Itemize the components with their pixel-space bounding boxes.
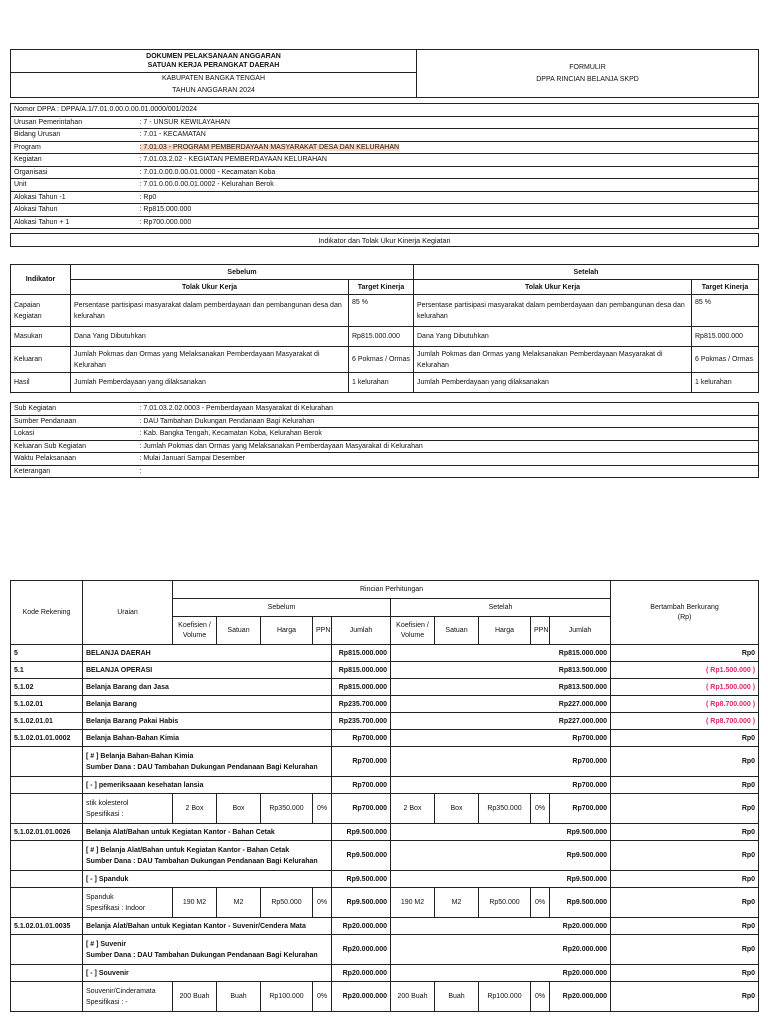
- info-label: Program: [11, 141, 137, 154]
- indicator-target-sebelum: 1 kelurahan: [349, 373, 414, 393]
- sub-info-value: : Jumlah Pokmas dan Ormas yang Melaksanakan Pemberdayaan Masyarakat di Kelurahan: [137, 440, 759, 453]
- table-row: [11, 679, 759, 696]
- uraian-cell: [83, 747, 332, 777]
- table-row: [11, 935, 759, 965]
- indicator-section-title: Indikator dan Tolak Ukur Kinerja Kegiatan: [11, 234, 759, 247]
- col-ppn-setelah: PPN: [531, 617, 550, 645]
- sub-info-value: : 7.01.03.2.02.0003 - Pemberdayaan Masyarakat di Kelurahan: [137, 403, 759, 416]
- jumlah-setelah-cell: Rp700.000: [550, 794, 611, 824]
- col-tolak-sebelum: Tolak Ukur Kerja: [71, 280, 349, 295]
- nomor-dppa: Nomor DPPA : DPPA/A.1/7.01.0.00.0.00.01.0000/001/2024: [11, 104, 759, 117]
- jumlah-setelah-cell: Rp9.500.000: [391, 871, 611, 888]
- indicator-name: Masukan: [11, 327, 71, 347]
- col-bertambah-berkurang: [611, 581, 759, 645]
- program-highlight: : 7.01.03 - PROGRAM PEMBERDAYAAN MASYARAKAT DESA DAN KELURAHAN: [139, 143, 400, 151]
- ppn-cell: 0%: [531, 794, 550, 824]
- indicator-target-sebelum: 85 %: [349, 295, 414, 327]
- info-value: : 7.01.0.00.0.00.01.0002 - Kelurahan Berok: [137, 179, 759, 192]
- uraian-cell: Belanja Barang: [83, 696, 332, 713]
- uraian-cell: [83, 841, 332, 871]
- kode-cell: [11, 888, 83, 918]
- bertambah-cell: Rp0: [611, 965, 759, 982]
- table-row: [11, 645, 759, 662]
- indicator-target-sebelum: 6 Pokmas / Ormas: [349, 347, 414, 373]
- sub-info-value: : Kab. Bangka Tengah, Kecamatan Koba, Kelurahan Berok: [137, 428, 759, 441]
- info-label: Alokasi Tahun -1: [11, 191, 137, 204]
- region-label: KABUPATEN BANGKA TENGAH: [161, 75, 266, 82]
- bertambah-cell: Rp0: [611, 888, 759, 918]
- bertambah-cell: ( Rp8.700.000 ): [611, 696, 759, 713]
- uraian-cell: Belanja Barang Pakai Habis: [83, 713, 332, 730]
- info-value: : Rp815.000.000: [137, 204, 759, 217]
- jumlah-sebelum-cell: Rp9.500.000: [332, 824, 391, 841]
- bertambah-cell: ( Rp1.500.000 ): [611, 679, 759, 696]
- document-title: [11, 50, 417, 73]
- koef-cell: 190 M2: [391, 888, 435, 918]
- bertambah-cell: Rp0: [611, 794, 759, 824]
- jumlah-sebelum-cell: Rp700.000: [332, 747, 391, 777]
- col-kode-rekening: Kode Rekening: [11, 581, 83, 645]
- table-row: [11, 888, 759, 918]
- ppn-cell: 0%: [313, 982, 332, 1012]
- koef-cell: 2 Box: [173, 794, 217, 824]
- jumlah-setelah-cell: Rp20.000.000: [391, 965, 611, 982]
- col-sebelum: Sebelum: [71, 265, 414, 280]
- kode-cell: [11, 747, 83, 777]
- jumlah-sebelum-cell: Rp20.000.000: [332, 918, 391, 935]
- satuan-cell: Buah: [217, 982, 261, 1012]
- koef-cell: 200 Buah: [391, 982, 435, 1012]
- bertambah-cell: Rp0: [611, 747, 759, 777]
- col-setelah: Setelah: [391, 599, 611, 617]
- col-jumlah-setelah: Jumlah: [550, 617, 611, 645]
- group-title: [ # ] Belanja Bahan-Bahan Kimia: [86, 752, 194, 760]
- table-row: [11, 824, 759, 841]
- info-label: Urusan Pemerintahan: [11, 116, 137, 129]
- indicator-table: [10, 264, 759, 393]
- item-spec: Spesifikasi : -: [86, 998, 128, 1006]
- form-name: DPPA RINCIAN BELANJA SKPD: [536, 75, 639, 83]
- bertambah-cell: Rp0: [611, 824, 759, 841]
- kode-cell: [11, 935, 83, 965]
- ppn-cell: 0%: [313, 794, 332, 824]
- col-jumlah-sebelum: Jumlah: [332, 617, 391, 645]
- jumlah-sebelum-cell: Rp9.500.000: [332, 841, 391, 871]
- info-value: : 7.01 - KECAMATAN: [137, 129, 759, 142]
- indicator-name: Hasil: [11, 373, 71, 393]
- table-row: [11, 794, 759, 824]
- kode-cell: 5.1.02.01: [11, 696, 83, 713]
- group-title: [ # ] Belanja Alat/Bahan untuk Kegiatan Kantor - Bahan Cetak: [86, 846, 290, 854]
- uraian-cell: [ - ] Souvenir: [83, 965, 332, 982]
- sub-info-label: Sumber Pendanaan: [11, 415, 137, 428]
- col-ppn-sebelum: PPN: [313, 617, 332, 645]
- harga-cell: Rp100.000: [261, 982, 313, 1012]
- col-koef-setelah: Koefisien / Volume: [391, 617, 435, 645]
- uraian-cell: BELANJA DAERAH: [83, 645, 332, 662]
- bertambah-cell: Rp0: [611, 730, 759, 747]
- koef-cell: 200 Buah: [173, 982, 217, 1012]
- indicator-tolak-setelah: Jumlah Pokmas dan Ormas yang Melaksanakan Pemberdayaan Masyarakat di Kelurahan: [414, 347, 692, 373]
- col-satuan-setelah: Satuan: [435, 617, 479, 645]
- kode-cell: 5.1.02.01.01.0026: [11, 824, 83, 841]
- uraian-cell: Belanja Alat/Bahan untuk Kegiatan Kantor - Suvenir/Cendera Mata: [83, 918, 332, 935]
- uraian-cell: [ - ] pemeriksaaan kesehatan lansia: [83, 777, 332, 794]
- group-source: Sumber Dana : DAU Tambahan Dukungan Pendanaan Bagi Kelurahan: [86, 763, 318, 771]
- sub-info-label: Keterangan: [11, 465, 137, 478]
- col-uraian: Uraian: [83, 581, 173, 645]
- harga-cell: Rp350.000: [261, 794, 313, 824]
- jumlah-sebelum-cell: Rp815.000.000: [332, 645, 391, 662]
- document-subtitle: [11, 73, 417, 98]
- indicator-target-sebelum: Rp815.000.000: [349, 327, 414, 347]
- kode-cell: 5.1.02.01.01.0002: [11, 730, 83, 747]
- indicator-tolak-setelah: Persentase partisipasi masyarakat dalam pemberdayaan dan pembangunan desa dan kelurahan: [414, 295, 692, 327]
- sub-info-label: Keluaran Sub Kegiatan: [11, 440, 137, 453]
- item-spec: Spesifikasi : Indoor: [86, 904, 146, 912]
- satuan-cell: M2: [435, 888, 479, 918]
- item-cell: [83, 982, 173, 1012]
- col-harga-setelah: Harga: [479, 617, 531, 645]
- jumlah-sebelum-cell: Rp235.700.000: [332, 696, 391, 713]
- col-sebelum: Sebelum: [173, 599, 391, 617]
- jumlah-setelah-cell: Rp9.500.000: [391, 824, 611, 841]
- jumlah-setelah-cell: Rp227.000.000: [391, 696, 611, 713]
- rp-label: (Rp): [677, 613, 692, 621]
- uraian-cell: [ - ] Spanduk: [83, 871, 332, 888]
- bertambah-cell: Rp0: [611, 982, 759, 1012]
- koef-cell: 2 Box: [391, 794, 435, 824]
- indicator-tolak-sebelum: Dana Yang Dibutuhkan: [71, 327, 349, 347]
- indicator-tolak-setelah: Jumlah Pemberdayaan yang dilaksanakan: [414, 373, 692, 393]
- kode-cell: [11, 794, 83, 824]
- uraian-cell: Belanja Alat/Bahan untuk Kegiatan Kantor - Bahan Cetak: [83, 824, 332, 841]
- info-value: : 7 - UNSUR KEWILAYAHAN: [137, 116, 759, 129]
- dppa-header-table: [10, 49, 759, 247]
- indicator-name: Capaian Kegiatan: [11, 295, 71, 327]
- fiscal-year-label: TAHUN ANGGARAN 2024: [172, 87, 255, 94]
- info-label: Alokasi Tahun: [11, 204, 137, 217]
- group-title: [ # ] Suvenir: [86, 940, 127, 948]
- info-label: Bidang Urusan: [11, 129, 137, 142]
- jumlah-sebelum-cell: Rp815.000.000: [332, 679, 391, 696]
- sub-info-label: Waktu Pelaksanaan: [11, 453, 137, 466]
- sub-kegiatan-table: [10, 402, 759, 478]
- jumlah-setelah-cell: Rp815.000.000: [391, 645, 611, 662]
- jumlah-sebelum-cell: Rp9.500.000: [332, 888, 391, 918]
- jumlah-setelah-cell: Rp20.000.000: [550, 982, 611, 1012]
- bertambah-cell: Rp0: [611, 935, 759, 965]
- bertambah-cell: Rp0: [611, 645, 759, 662]
- jumlah-sebelum-cell: Rp20.000.000: [332, 982, 391, 1012]
- kode-cell: 5: [11, 645, 83, 662]
- kode-cell: 5.1.02.01.01: [11, 713, 83, 730]
- document-title-line1: DOKUMEN PELAKSANAAN ANGGARAN: [146, 53, 281, 60]
- item-name: stik kolesterol: [86, 799, 129, 807]
- info-value-program: [137, 141, 759, 154]
- jumlah-setelah-cell: Rp9.500.000: [391, 841, 611, 871]
- jumlah-sebelum-cell: Rp235.700.000: [332, 713, 391, 730]
- indicator-tolak-setelah: Dana Yang Dibutuhkan: [414, 327, 692, 347]
- sub-info-label: Sub Kegiatan: [11, 403, 137, 416]
- kode-cell: [11, 841, 83, 871]
- jumlah-sebelum-cell: Rp20.000.000: [332, 935, 391, 965]
- uraian-cell: [83, 935, 332, 965]
- group-source: Sumber Dana : DAU Tambahan Dukungan Pendanaan Bagi Kelurahan: [86, 857, 318, 865]
- indicator-tolak-sebelum: Jumlah Pemberdayaan yang dilaksanakan: [71, 373, 349, 393]
- kode-cell: [11, 982, 83, 1012]
- info-value: : 7.01.03.2.02 - KEGIATAN PEMBERDAYAAN KELURAHAN: [137, 154, 759, 167]
- kode-cell: [11, 871, 83, 888]
- item-spec: Spesifikasi :: [86, 810, 124, 818]
- satuan-cell: Box: [217, 794, 261, 824]
- form-label: FORMULIR: [569, 63, 606, 71]
- harga-cell: Rp100.000: [479, 982, 531, 1012]
- table-row: [11, 871, 759, 888]
- info-value: : 7.01.0.00.0.00.01.0000 - Kecamatan Koba: [137, 166, 759, 179]
- table-row: [11, 747, 759, 777]
- indicator-target-setelah: 1 kelurahan: [692, 373, 759, 393]
- col-satuan-sebelum: Satuan: [217, 617, 261, 645]
- jumlah-sebelum-cell: Rp700.000: [332, 777, 391, 794]
- bertambah-cell: Rp0: [611, 777, 759, 794]
- jumlah-sebelum-cell: Rp20.000.000: [332, 965, 391, 982]
- table-row: [11, 841, 759, 871]
- harga-cell: Rp350.000: [479, 794, 531, 824]
- table-row: [11, 982, 759, 1012]
- bertambah-cell: ( Rp8.700.000 ): [611, 713, 759, 730]
- col-tolak-setelah: Tolak Ukur Kerja: [414, 280, 692, 295]
- sub-info-label: Lokasi: [11, 428, 137, 441]
- jumlah-setelah-cell: Rp813.500.000: [391, 662, 611, 679]
- col-koef-sebelum: Koefisien / Volume: [173, 617, 217, 645]
- info-label: Unit: [11, 179, 137, 192]
- table-row: [11, 730, 759, 747]
- table-row: [11, 713, 759, 730]
- info-value: : Rp0: [137, 191, 759, 204]
- info-label: Organisasi: [11, 166, 137, 179]
- kode-cell: [11, 965, 83, 982]
- uraian-cell: BELANJA OPERASI: [83, 662, 332, 679]
- bertambah-cell: Rp0: [611, 918, 759, 935]
- harga-cell: Rp50.000: [261, 888, 313, 918]
- jumlah-setelah-cell: Rp227.000.000: [391, 713, 611, 730]
- jumlah-sebelum-cell: Rp815.000.000: [332, 662, 391, 679]
- group-source: Sumber Dana : DAU Tambahan Dukungan Pendanaan Bagi Kelurahan: [86, 951, 318, 959]
- indicator-name: Keluaran: [11, 347, 71, 373]
- table-row: [11, 918, 759, 935]
- sub-info-value: : DAU Tambahan Dukungan Pendanaan Bagi Kelurahan: [137, 415, 759, 428]
- sub-info-value: : Mulai Januari Sampai Desember: [137, 453, 759, 466]
- jumlah-sebelum-cell: Rp700.000: [332, 794, 391, 824]
- table-row: [11, 696, 759, 713]
- jumlah-setelah-cell: Rp20.000.000: [391, 918, 611, 935]
- info-label: Alokasi Tahun + 1: [11, 216, 137, 229]
- jumlah-setelah-cell: Rp20.000.000: [391, 935, 611, 965]
- satuan-cell: Box: [435, 794, 479, 824]
- bertambah-label: Bertambah Berkurang: [650, 603, 719, 611]
- jumlah-setelah-cell: Rp700.000: [391, 777, 611, 794]
- jumlah-setelah-cell: Rp700.000: [391, 730, 611, 747]
- jumlah-setelah-cell: Rp813.500.000: [391, 679, 611, 696]
- indicator-target-setelah: Rp815.000.000: [692, 327, 759, 347]
- harga-cell: Rp50.000: [479, 888, 531, 918]
- form-title: [417, 50, 759, 98]
- indicator-target-setelah: 6 Pokmas / Ormas: [692, 347, 759, 373]
- ppn-cell: 0%: [531, 982, 550, 1012]
- table-row: [11, 965, 759, 982]
- satuan-cell: M2: [217, 888, 261, 918]
- item-cell: [83, 888, 173, 918]
- document-title-line2: SATUAN KERJA PERANGKAT DAERAH: [147, 62, 280, 69]
- col-target-sebelum: Target Kinerja: [349, 280, 414, 295]
- satuan-cell: Buah: [435, 982, 479, 1012]
- rincian-belanja-table: [10, 580, 759, 1012]
- kode-cell: [11, 777, 83, 794]
- kode-cell: 5.1: [11, 662, 83, 679]
- jumlah-sebelum-cell: Rp9.500.000: [332, 871, 391, 888]
- indicator-tolak-sebelum: Persentase partisipasi masyarakat dalam pemberdayaan dan pembangunan desa dan kelurahan: [71, 295, 349, 327]
- item-cell: [83, 794, 173, 824]
- ppn-cell: 0%: [313, 888, 332, 918]
- table-row: [11, 777, 759, 794]
- bertambah-cell: ( Rp1.500.000 ): [611, 662, 759, 679]
- indicator-target-setelah: 85 %: [692, 295, 759, 327]
- item-name: Spanduk: [86, 893, 114, 901]
- jumlah-setelah-cell: Rp9.500.000: [550, 888, 611, 918]
- uraian-cell: Belanja Barang dan Jasa: [83, 679, 332, 696]
- indicator-tolak-sebelum: Jumlah Pokmas dan Ormas yang Melaksanakan Pemberdayaan Masyarakat di Kelurahan: [71, 347, 349, 373]
- kode-cell: 5.1.02.01.01.0035: [11, 918, 83, 935]
- koef-cell: 190 M2: [173, 888, 217, 918]
- ppn-cell: 0%: [531, 888, 550, 918]
- info-value: : Rp700.000.000: [137, 216, 759, 229]
- uraian-cell: Belanja Bahan-Bahan Kimia: [83, 730, 332, 747]
- col-target-setelah: Target Kinerja: [692, 280, 759, 295]
- table-row: [11, 662, 759, 679]
- col-indikator: Indikator: [11, 265, 71, 295]
- sub-info-value: :: [137, 465, 759, 478]
- bertambah-cell: Rp0: [611, 841, 759, 871]
- jumlah-sebelum-cell: Rp700.000: [332, 730, 391, 747]
- info-label: Kegiatan: [11, 154, 137, 167]
- item-name: Souvenir/Cinderamata: [86, 987, 156, 995]
- col-setelah: Setelah: [414, 265, 759, 280]
- kode-cell: 5.1.02: [11, 679, 83, 696]
- jumlah-setelah-cell: Rp700.000: [391, 747, 611, 777]
- col-rincian-perhitungan: Rincian Perhitungan: [173, 581, 611, 599]
- bertambah-cell: Rp0: [611, 871, 759, 888]
- col-harga-sebelum: Harga: [261, 617, 313, 645]
